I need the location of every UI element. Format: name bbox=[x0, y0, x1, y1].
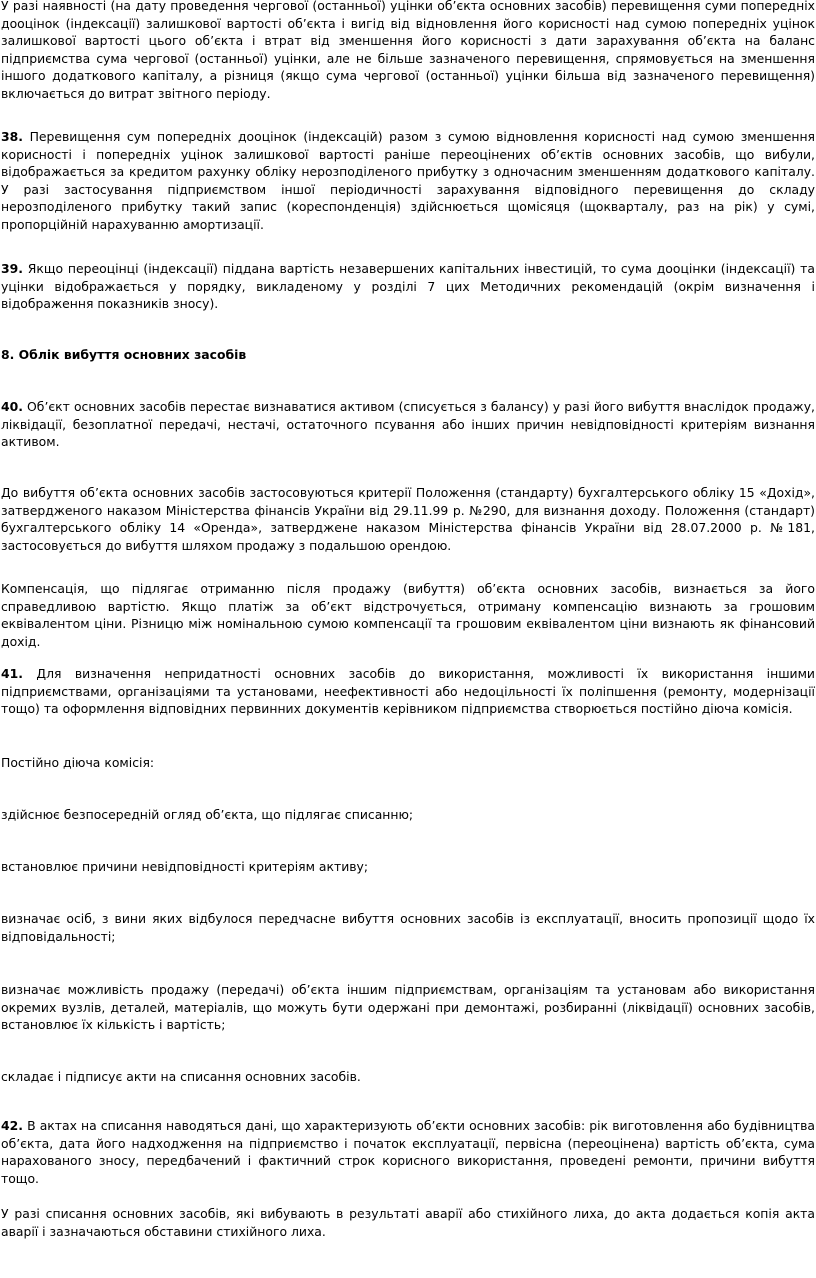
paragraph-text: У разі наявності (на дату проведення чергової (останньої) уцінки об’єкта основних засобів) перевищення суми попередніх дооцінок (індексації) залишкової вартості об’єкта і вигід від відновлення його корисності над сумою попередніх уцінок залишкової вартості цього об’єкта і втрат від зменшення його корисності з дати зарахування об’єкта на баланс підприємства сума чергової (останньої) уцінки, але не більше зазначеного перевищення, спрямовується на зменшення іншого додаткового капіталу, а різниця (якщо сума чергової (останньої) уцінки більша від зазначеного перевищення) включається до витрат звітного періоду. bbox=[1, 0, 815, 101]
paragraph-39 bbox=[1, 260, 815, 313]
list-item-responsible-persons bbox=[1, 910, 815, 945]
paragraph-text: Перевищення сум попередніх дооцінок (індексацій) разом з сумою відновлення корисності над сумою зменшення корисності і попередніх уцінок залишкової вартості раніше переоцінених об’єктів основних засобів, що вибули, відображається за кредитом рахунку обліку нерозподіленого прибутку з одночасним зменшенням додаткового капіталу. У разі застосування підприємством іншої періодичності зарахування відповідного перевищення до складу нерозподіленого прибутку такий запис (кореспонденція) здійснюється щомісяця (щокварталу, раз на рік) у сумі, пропорційній нарахуванню амортизації. bbox=[1, 129, 815, 232]
paragraph-number: 38. bbox=[1, 129, 23, 144]
paragraph-text: Компенсація, що підлягає отриманню після продажу (вибуття) об’єкта основних засобів, визнається за його справедливою вартістю. Якщо платіж за об’єкт відстрочується, отриману компенсацію визнають за грошовим еквівалентом ціни. Різницю між номінальною сумою компенсації та грошовим еквівалентом ціни визнають як фінансовий дохід. bbox=[1, 581, 815, 649]
paragraph-text: встановлює причини невідповідності критеріям активу; bbox=[1, 859, 369, 874]
paragraph-text: здійснює безпосередній огляд об’єкта, що підлягає списанню; bbox=[1, 807, 414, 822]
paragraph-text: визначає можливість продажу (передачі) об’єкта іншим підприємствам, організаціям та установам або використання окремих вузлів, деталей, матеріалів, що можуть бути одержані при демонтажі, розбиранні (ліквідації) основних засобів, встановлює їх кількість і вартість; bbox=[1, 982, 815, 1033]
paragraph-text: В актах на списання наводяться дані, що характеризують об’єкти основних засобів: рік виготовлення або будівництва об’єкта, дата його надходження на підприємство і початок експлуатації, первісна (переоцінена) вартість об’єкта, сума нарахованого зносу, передбачений і фактичний строк корисного використання, проведені ремонти, причини вибуття тощо. bbox=[1, 1118, 815, 1186]
paragraph-40 bbox=[1, 398, 815, 451]
paragraph-text: Постійно діюча комісія: bbox=[1, 755, 155, 770]
paragraph-number: 41. bbox=[1, 666, 23, 681]
paragraph-commission-intro bbox=[1, 754, 815, 772]
paragraph-text: Об’єкт основних засобів перестає визнаватися активом (списується з балансу) у разі його вибуття внаслідок продажу, ліквідації, безоплатної передачі, нестачі, остаточного псування або інших причин невідповідності критеріям визнання активом. bbox=[1, 399, 815, 450]
paragraph-text: До вибуття об’єкта основних засобів застосовуються критерії Положення (стандарту) бухгалтерського обліку 15 «Дохід», затвердженого наказом Міністерства фінансів України від 29.11.99 р. №290, для визнання доходу. Положення (стандарт) бухгалтерського обліку 14 «Оренда», затверджене наказом Міністерства фінансів України від 28.07.2000 р. №181, застосовується до вибуття шляхом продажу з подальшою орендою. bbox=[1, 485, 815, 553]
paragraph-38 bbox=[1, 128, 815, 234]
paragraph-text: Для визначення непридатності основних засобів до використання, можливості їх використання іншими підприємствами, організаціями та установами, неефективності або недоцільності їх поліпшення (ремонту, модернізації тощо) та оформлення відповідних первинних документів керівником підприємства створюється постійно діюча комісія. bbox=[1, 666, 815, 717]
paragraph-accident bbox=[1, 1205, 815, 1240]
list-item-causes bbox=[1, 858, 815, 876]
list-item-acts bbox=[1, 1068, 815, 1086]
paragraph-text: визначає осіб, з вини яких відбулося передчасне вибуття основних засобів із експлуатації, вносить пропозиції щодо їх відповідальності; bbox=[1, 911, 815, 944]
paragraph-text: У разі списання основних засобів, які вибувають в результаті аварії або стихійного лиха, до акта додається копія акта аварії і зазначаються обставини стихійного лиха. bbox=[1, 1206, 815, 1239]
paragraph-compensation bbox=[1, 580, 815, 650]
list-item-sale-possibility bbox=[1, 981, 815, 1034]
paragraph-number: 39. bbox=[1, 261, 23, 276]
paragraph-revaluation-excess bbox=[1, 0, 815, 103]
list-item-inspection bbox=[1, 806, 815, 824]
paragraph-number: 42. bbox=[1, 1118, 23, 1133]
paragraph-disposal-criteria bbox=[1, 484, 815, 554]
paragraph-42 bbox=[1, 1117, 815, 1187]
paragraph-number: 40. bbox=[1, 399, 23, 414]
paragraph-text: складає і підписує акти на списання основних засобів. bbox=[1, 1069, 361, 1084]
section-heading-disposal: 8. Облік вибуття основних засобів bbox=[1, 347, 247, 362]
paragraph-text: Якщо переоцінці (індексації) піддана вартість незавершених капітальних інвестицій, то сума дооцінки (індексації) та уцінки відображається у порядку, викладеному у розділі 7 цих Методичних рекомендацій (окрім визначення і відображення показників зносу). bbox=[1, 261, 815, 312]
paragraph-41 bbox=[1, 665, 815, 718]
